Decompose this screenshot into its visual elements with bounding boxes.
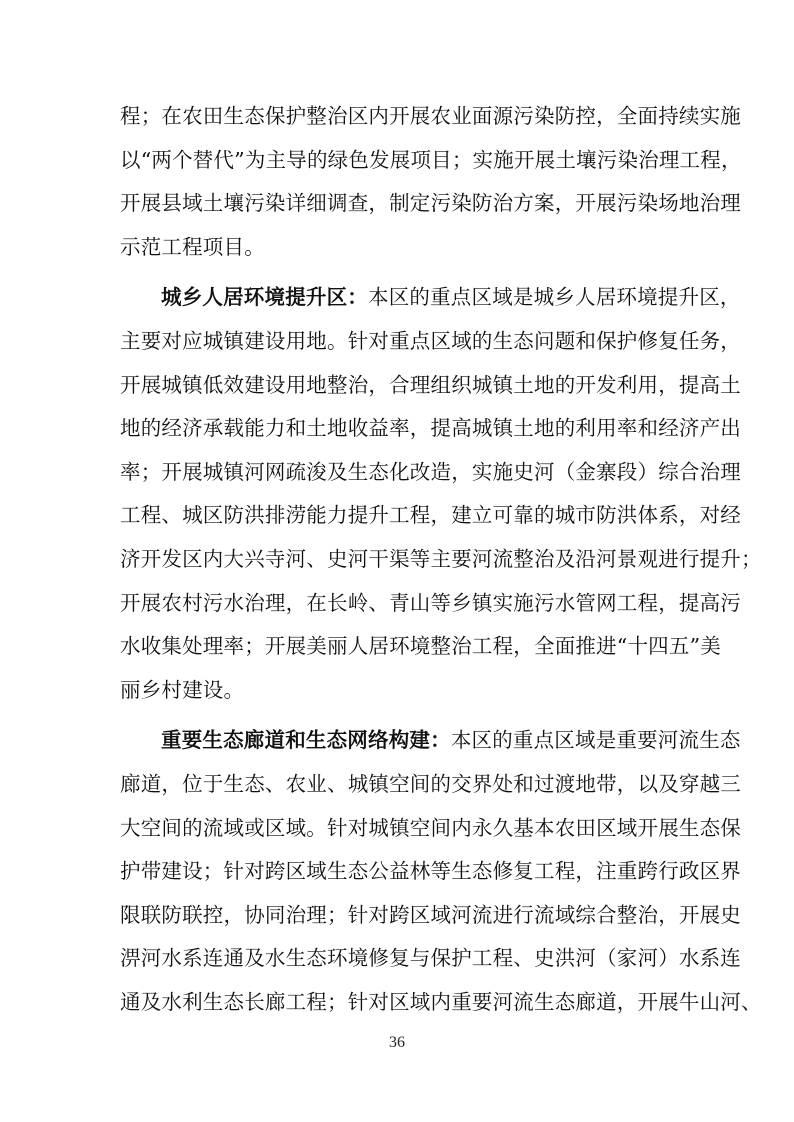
paragraph-heading: 重要生态廊道和生态网络构建：: [161, 728, 451, 753]
text-line: 大空间的流域或区域。针对城镇空间内永久基本农田区域开展生态保: [120, 815, 741, 840]
text-line: 廊道，位于生态、农业、城镇空间的交界处和过渡地带，以及穿越三: [120, 771, 741, 796]
paragraph-2: [120, 276, 762, 712]
text-line: 率；开展城镇河网疏浚及生态化改造，实施史河（金寨段）综合治理: [120, 459, 741, 484]
text-line: 主要对应城镇建设用地。针对重点区域的生态问题和保护修复任务，: [120, 328, 741, 353]
text-run: 本区的重点区域是城乡人居环境提升区，: [368, 285, 741, 310]
paragraph-1: [120, 95, 742, 269]
text-line: 开展城镇低效建设用地整治，合理组织城镇土地的开发利用，提高土: [120, 372, 741, 397]
page-number: 36: [389, 1034, 405, 1051]
body-text: [120, 95, 762, 1024]
text-line: 开展农村污水治理，在长岭、青山等乡镇实施污水管网工程，提高污: [120, 590, 741, 615]
text-line: 限联防联控，协同治理；针对跨区域河流进行流域综合整治，开展史: [120, 902, 741, 927]
text-line: 程；在农田生态保护整治区内开展农业面源污染防控，全面持续实施: [120, 104, 741, 128]
paragraph-3: [120, 719, 762, 1024]
text-line: 淠河水系连通及水生态环境修复与保护工程、史洪河（家河）水系连: [120, 946, 741, 971]
text-line: 以“两个替代”为主导的绿色发展项目；实施开展土壤污染治理工程，: [120, 147, 742, 172]
text-line: 工程、城区防洪排涝能力提升工程，建立可靠的城市防洪体系，对经: [120, 503, 741, 528]
paragraph-gap: [120, 269, 690, 276]
text-line: 地的经济承载能力和土地收益率，提高城镇土地的利用率和经济产出: [120, 416, 741, 441]
text-line: 通及水利生态长廊工程；针对区域内重要河流生态廊道，开展牛山河、: [120, 989, 762, 1014]
text-line: [120, 276, 741, 320]
text-line: 水收集处理率；开展美丽人居环境整治工程，全面推进“十四五”美: [120, 634, 721, 659]
text-line: 示范工程项目。: [120, 234, 265, 259]
text-line: 济开发区内大兴寺河、史河干渠等主要河流整治及沿河景观进行提升；: [120, 546, 762, 571]
text-line: 护带建设；针对跨区域生态公益林等生态修复工程，注重跨行政区界: [120, 859, 741, 884]
paragraph-heading: 城乡人居环境提升区：: [161, 285, 368, 310]
paragraph-gap: [120, 712, 690, 719]
text-run: 本区的重点区域是重要河流生态: [450, 728, 741, 753]
text-line: 开展县域土壤污染详细调查，制定污染防治方案，开展污染场地治理: [120, 191, 741, 216]
text-line: 丽乡村建设。: [120, 677, 245, 702]
text-line: [120, 719, 741, 763]
